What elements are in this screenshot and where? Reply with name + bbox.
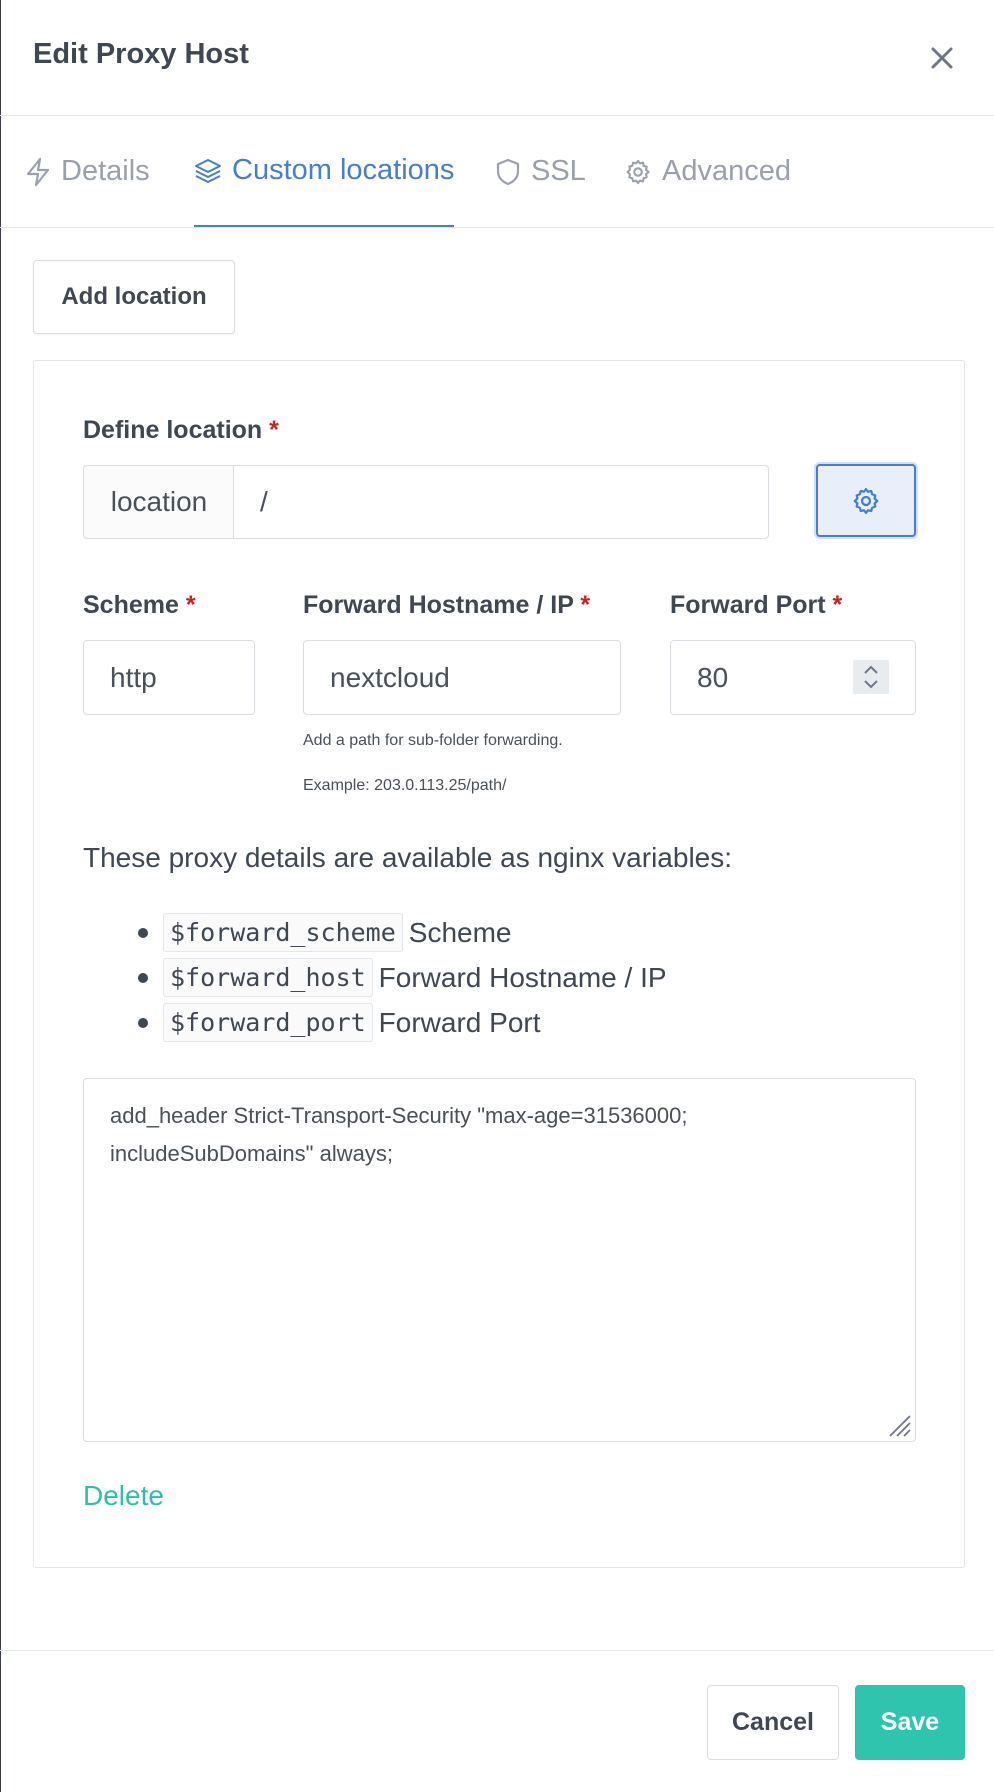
gear-icon	[851, 486, 881, 516]
required-mark: *	[580, 591, 591, 619]
forward-hostname-label: Forward Hostname / IP *	[303, 591, 591, 619]
cancel-button[interactable]: Cancel	[707, 1685, 839, 1760]
resize-handle-icon[interactable]	[886, 1412, 912, 1438]
footer-divider	[0, 1650, 994, 1651]
tab-ssl[interactable]	[495, 116, 586, 227]
hostname-help-text: Add a path for sub-folder forwarding.	[303, 732, 563, 749]
scheme-input[interactable]: http	[83, 640, 255, 715]
save-button[interactable]: Save	[855, 1685, 965, 1760]
hostname-example-text: Example: 203.0.113.25/path/	[303, 777, 507, 794]
required-mark: *	[832, 591, 843, 619]
variables-list	[83, 910, 667, 1045]
tab-bar	[0, 116, 994, 228]
variable-code: $forward_host	[163, 958, 373, 997]
delete-location-link[interactable]: Delete	[83, 1480, 164, 1511]
close-icon[interactable]	[924, 40, 960, 76]
location-prefix: location	[83, 465, 234, 539]
add-location-button[interactable]: Add location	[33, 260, 235, 334]
shield-icon	[495, 157, 521, 187]
config-line: includeSubDomains" always;	[110, 1141, 393, 1166]
variables-intro: These proxy details are available as nginx variables:	[83, 842, 733, 873]
modal-header	[0, 0, 994, 116]
port-stepper[interactable]	[853, 660, 889, 694]
list-item	[163, 955, 667, 1000]
location-settings-button[interactable]	[816, 464, 916, 537]
gear-icon	[624, 158, 652, 186]
forward-hostname-input[interactable]: nextcloud	[303, 640, 621, 715]
variable-desc: Forward Port	[378, 1006, 541, 1038]
config-line: add_header Strict-Transport-Security "max-age=31536000;	[110, 1103, 688, 1128]
list-item	[163, 1000, 667, 1045]
variable-desc: Scheme	[408, 916, 512, 948]
window-edge	[0, 0, 1, 1792]
variable-code: $forward_scheme	[163, 913, 403, 952]
tab-custom-locations[interactable]	[194, 116, 454, 227]
location-path-input[interactable]: /	[233, 465, 769, 539]
tab-label: SSL	[531, 155, 586, 187]
variable-code: $forward_port	[163, 1003, 373, 1042]
tab-label: Advanced	[662, 155, 791, 187]
lightning-icon	[25, 157, 51, 187]
define-location-label: Define location *	[83, 416, 279, 444]
tab-advanced[interactable]	[624, 116, 791, 227]
list-item	[163, 910, 667, 955]
tab-details[interactable]	[25, 116, 150, 227]
tab-label: Details	[61, 155, 150, 187]
scheme-label: Scheme *	[83, 591, 196, 619]
required-mark: *	[185, 591, 196, 619]
modal-title: Edit Proxy Host	[33, 38, 249, 70]
tab-label: Custom locations	[232, 154, 455, 186]
forward-port-label: Forward Port *	[670, 591, 843, 619]
forward-port-input[interactable]: 80	[670, 640, 916, 715]
advanced-config-textarea[interactable]	[83, 1078, 916, 1442]
required-mark: *	[269, 416, 279, 444]
layers-icon	[194, 157, 222, 185]
variable-desc: Forward Hostname / IP	[378, 961, 667, 993]
